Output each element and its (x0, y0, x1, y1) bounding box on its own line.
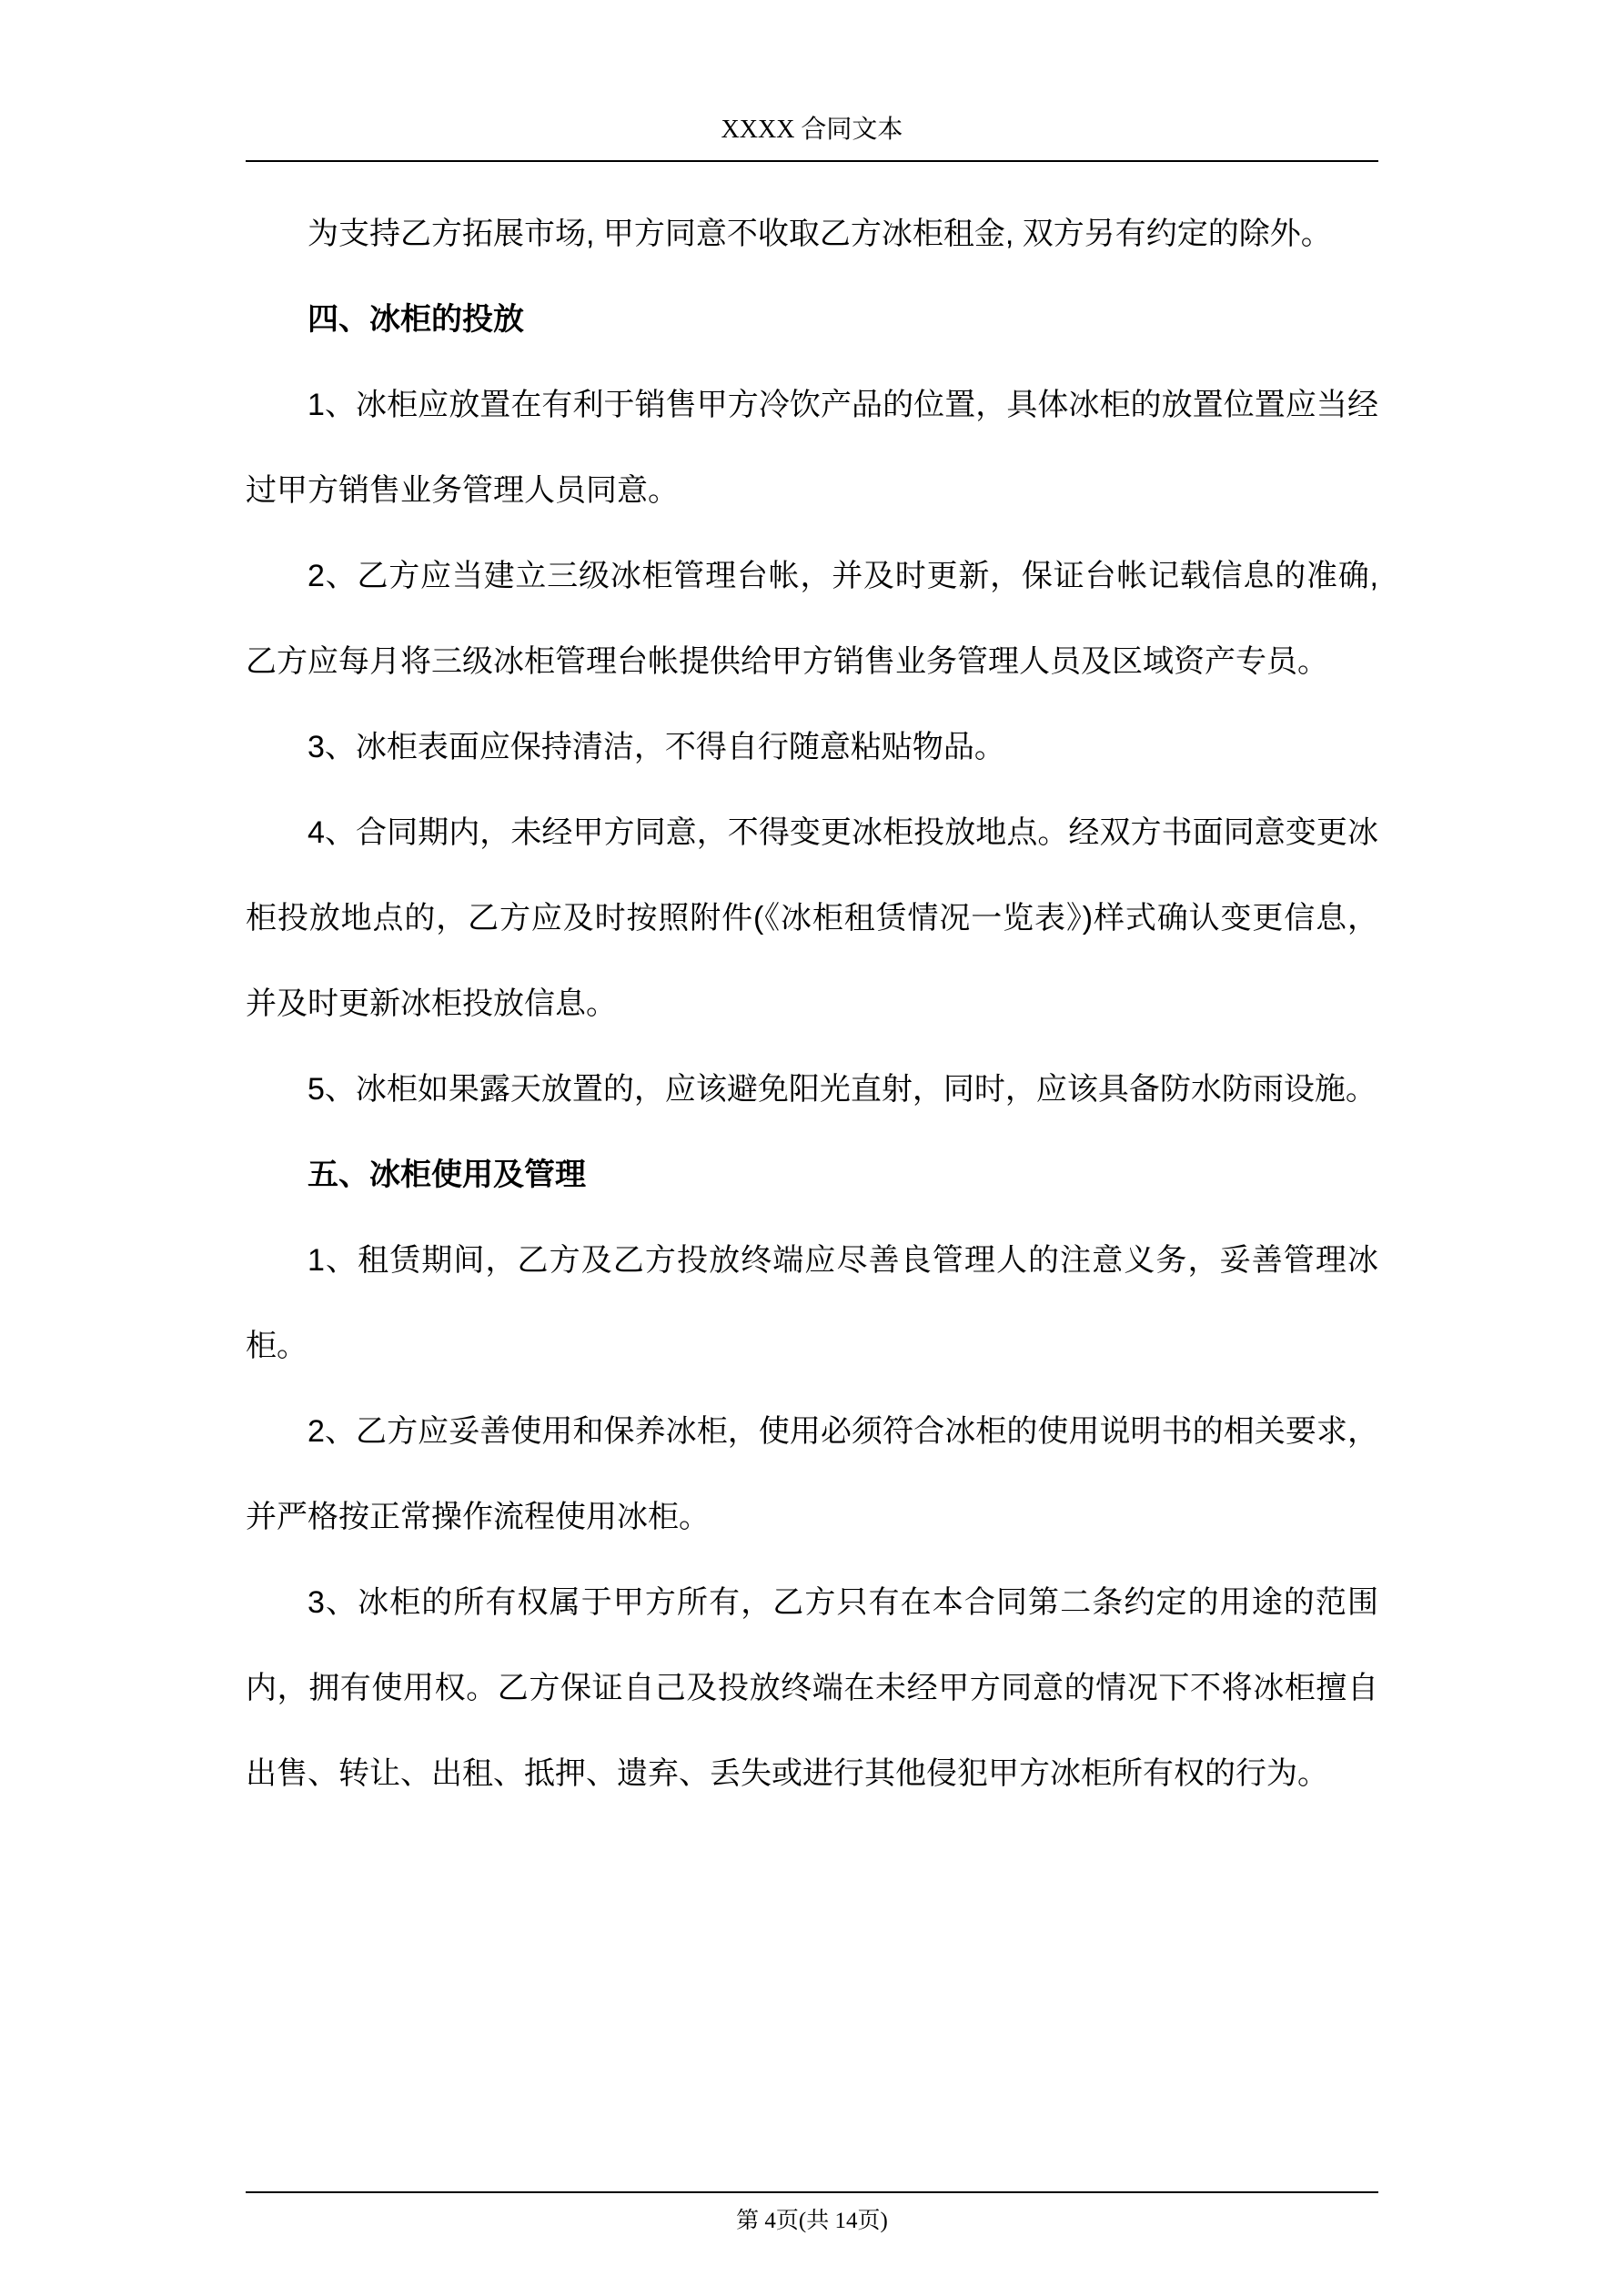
page-header (246, 0, 1378, 162)
header-rule (246, 160, 1378, 162)
contract-paragraph: 4、合同期内，未经甲方同意，不得变更冰柜投放地点。经双方书面同意变更冰柜投放地点的，乙方应及时按照附件(《冰柜租赁情况一览表》)样式确认变更信息，并及时更新冰柜投放信息。 (246, 815, 1378, 1021)
contract-paragraph: 为支持乙方拓展市场, 甲方同意不收取乙方冰柜租金, 双方另有约定的除外。 (308, 217, 1332, 251)
section-heading-5: 五、冰柜使用及管理 (308, 1158, 586, 1192)
header-title: XXXX 合同文本 (721, 116, 903, 144)
contract-paragraph: 1、冰柜应放置在有利于销售甲方冷饮产品的位置，具体冰柜的放置位置应当经过甲方销售业务管理人员同意。 (246, 388, 1378, 508)
page-number: 第 4页(共 14页) (736, 2209, 888, 2233)
contract-paragraph: 5、冰柜如果露天放置的，应该避免阳光直射，同时，应该具备防水防雨设施。 (308, 1072, 1377, 1107)
contract-paragraph: 3、冰柜的所有权属于甲方所有，乙方只有在本合同第二条约定的用途的范围内，拥有使用权。乙方保证自己及投放终端在未经甲方同意的情况下不将冰柜擅自出售、转让、出租、抵押、遗弃、丢失或进行其他侵犯甲方冰柜所有权的行为。 (246, 1585, 1378, 1791)
page-footer (246, 2191, 1378, 2235)
contract-paragraph: 2、乙方应当建立三级冰柜管理台帐，并及时更新，保证台帐记载信息的准确,乙方应每月将三级冰柜管理台帐提供给甲方销售业务管理人员及区域资产专员。 (246, 559, 1378, 679)
contract-paragraph: 2、乙方应妥善使用和保养冰柜，使用必须符合冰柜的使用说明书的相关要求，并严格按正常操作流程使用冰柜。 (246, 1414, 1378, 1534)
section-heading-4: 四、冰柜的投放 (308, 302, 524, 337)
contract-paragraph: 1、租赁期间，乙方及乙方投放终端应尽善良管理人的注意义务，妥善管理冰柜。 (246, 1243, 1378, 1363)
contract-paragraph: 3、冰柜表面应保持清洁，不得自行随意粘贴物品。 (308, 730, 1005, 764)
contract-body (246, 191, 1378, 1816)
